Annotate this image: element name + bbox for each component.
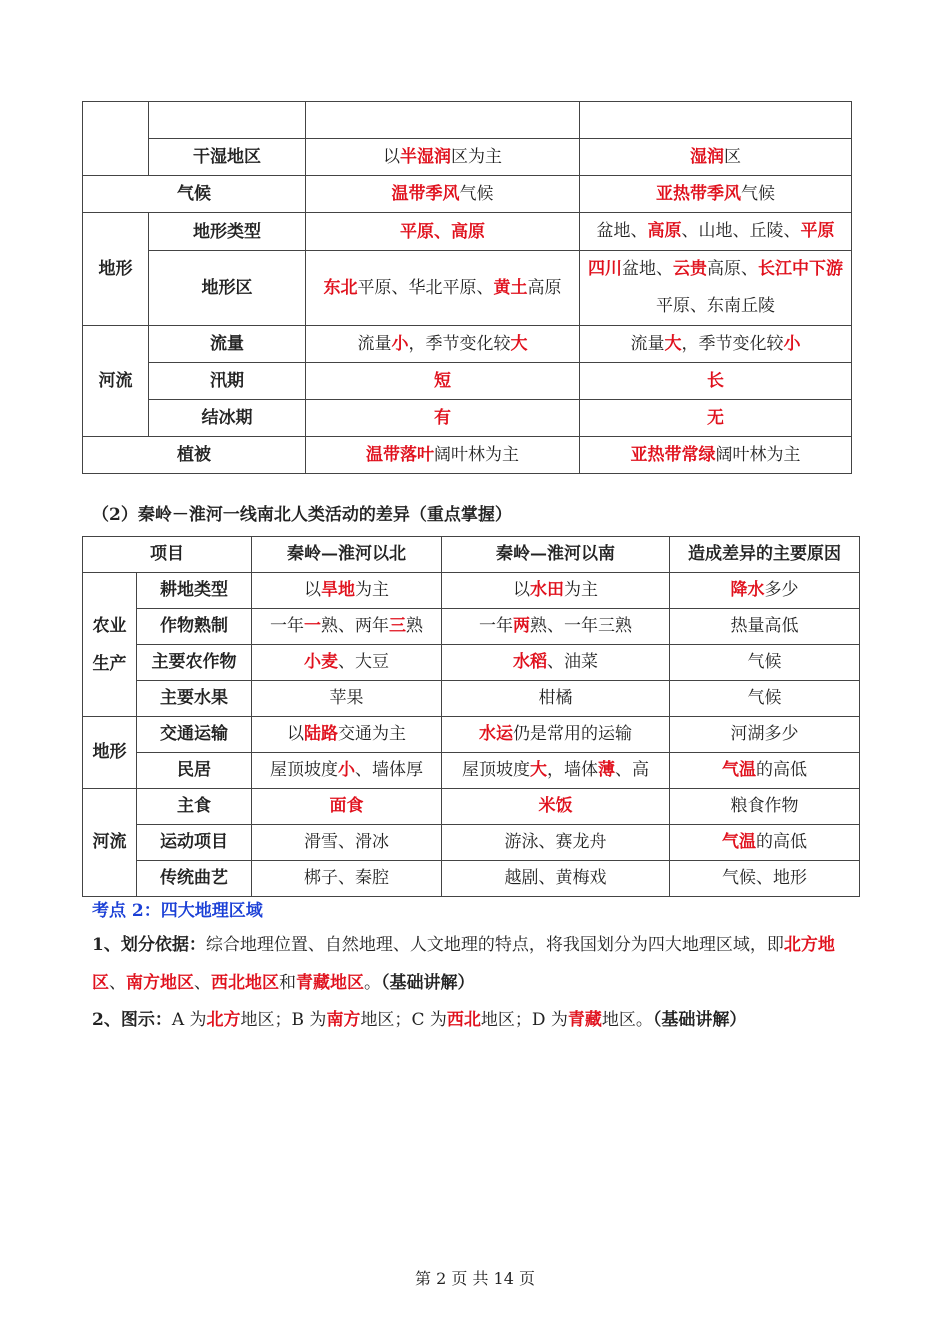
row-label: 传统曲艺	[137, 861, 252, 897]
section-heading: （2）秦岭－淮河一线南北人类活动的差异（重点掌握）	[92, 505, 512, 525]
row-south: 游泳、赛龙舟	[442, 825, 670, 861]
row-reason: 气温的高低	[670, 753, 860, 789]
terrain-type-north: 平原、高原	[306, 213, 580, 251]
row-label: 运动项目	[137, 825, 252, 861]
row-north: 面食	[252, 789, 442, 825]
table1-blank-cell	[83, 102, 149, 176]
dry-wet-south: 湿润区	[580, 139, 852, 176]
kaodian-heading: 考点 2：四大地理区域	[92, 901, 263, 921]
river-group-label: 河流	[83, 789, 137, 897]
flood-north: 短	[306, 363, 580, 400]
row-label: 耕地类型	[137, 573, 252, 609]
row-reason: 气候	[670, 645, 860, 681]
row-south: 越剧、黄梅戏	[442, 861, 670, 897]
natural-differences-table	[82, 101, 852, 474]
climate-label: 气候	[83, 176, 306, 213]
row-label: 交通运输	[137, 717, 252, 753]
paragraph-division-basis: 1、划分依据：综合地理位置、自然地理、人文地理的特点，将我国划分为四大地理区域，即北方地区、南方地区、西北地区和青藏地区。（基础讲解）	[92, 935, 835, 993]
row-north: 苹果	[252, 681, 442, 717]
row-south: 一年两熟、一年三熟	[442, 609, 670, 645]
row-south: 柑橘	[442, 681, 670, 717]
terrain-group-label: 地形	[83, 213, 149, 326]
flood-south: 长	[580, 363, 852, 400]
dry-wet-north: 以半湿润区为主	[306, 139, 580, 176]
river-group-label: 河流	[83, 326, 149, 437]
human-activity-table	[82, 536, 860, 897]
row-reason: 气候	[670, 681, 860, 717]
row-north: 以旱地为主	[252, 573, 442, 609]
row-reason: 降水多少	[670, 573, 860, 609]
veg-label: 植被	[83, 437, 306, 474]
row-label: 主要农作物	[137, 645, 252, 681]
table1-blank-cell	[149, 102, 306, 139]
flow-north: 流量小，季节变化较大	[306, 326, 580, 363]
terrain-type-south: 盆地、高原、山地、丘陵、平原	[580, 213, 852, 251]
table1-blank-cell	[580, 102, 852, 139]
row-reason: 气候、地形	[670, 861, 860, 897]
row-label: 主要水果	[137, 681, 252, 717]
row-north: 小麦、大豆	[252, 645, 442, 681]
row-label: 作物熟制	[137, 609, 252, 645]
header-item: 项目	[83, 537, 252, 573]
row-south: 米饭	[442, 789, 670, 825]
terrain-region-south: 四川盆地、云贵高原、长江中下游平原、东南丘陵	[580, 251, 852, 326]
climate-north: 温带季风气候	[306, 176, 580, 213]
paragraph-illustration: 2、图示：A 为北方地区；B 为南方地区；C 为西北地区；D 为青藏地区。（基础讲解）	[92, 1010, 747, 1030]
flood-label: 汛期	[149, 363, 306, 400]
flow-label: 流量	[149, 326, 306, 363]
row-north: 屋顶坡度小、墙体厚	[252, 753, 442, 789]
row-south: 水运仍是常用的运输	[442, 717, 670, 753]
ice-north: 有	[306, 400, 580, 437]
ice-label: 结冰期	[149, 400, 306, 437]
veg-south: 亚热带常绿阔叶林为主	[580, 437, 852, 474]
row-reason: 河湖多少	[670, 717, 860, 753]
header-south: 秦岭—淮河以南	[442, 537, 670, 573]
agri-group-label: 农业生产	[83, 573, 137, 717]
row-south: 以水田为主	[442, 573, 670, 609]
row-reason: 粮食作物	[670, 789, 860, 825]
row-north: 以陆路交通为主	[252, 717, 442, 753]
row-reason: 气温的高低	[670, 825, 860, 861]
row-north: 滑雪、滑冰	[252, 825, 442, 861]
terrain-group-label: 地形	[83, 717, 137, 789]
row-south: 屋顶坡度大，墙体薄、高	[442, 753, 670, 789]
terrain-region-north: 东北平原、华北平原、黄土高原	[306, 251, 580, 326]
climate-south: 亚热带季风气候	[580, 176, 852, 213]
terrain-type-label: 地形类型	[149, 213, 306, 251]
row-label: 主食	[137, 789, 252, 825]
row-north: 梆子、秦腔	[252, 861, 442, 897]
header-north: 秦岭—淮河以北	[252, 537, 442, 573]
page-footer: 第 2 页 共 14 页	[415, 1269, 535, 1288]
dry-wet-label: 干湿地区	[149, 139, 306, 176]
row-north: 一年一熟、两年三熟	[252, 609, 442, 645]
flow-south: 流量大，季节变化较小	[580, 326, 852, 363]
row-label: 民居	[137, 753, 252, 789]
table1-blank-cell	[306, 102, 580, 139]
veg-north: 温带落叶阔叶林为主	[306, 437, 580, 474]
terrain-region-label: 地形区	[149, 251, 306, 326]
row-south: 水稻、油菜	[442, 645, 670, 681]
header-reason: 造成差异的主要原因	[670, 537, 860, 573]
row-reason: 热量高低	[670, 609, 860, 645]
ice-south: 无	[580, 400, 852, 437]
